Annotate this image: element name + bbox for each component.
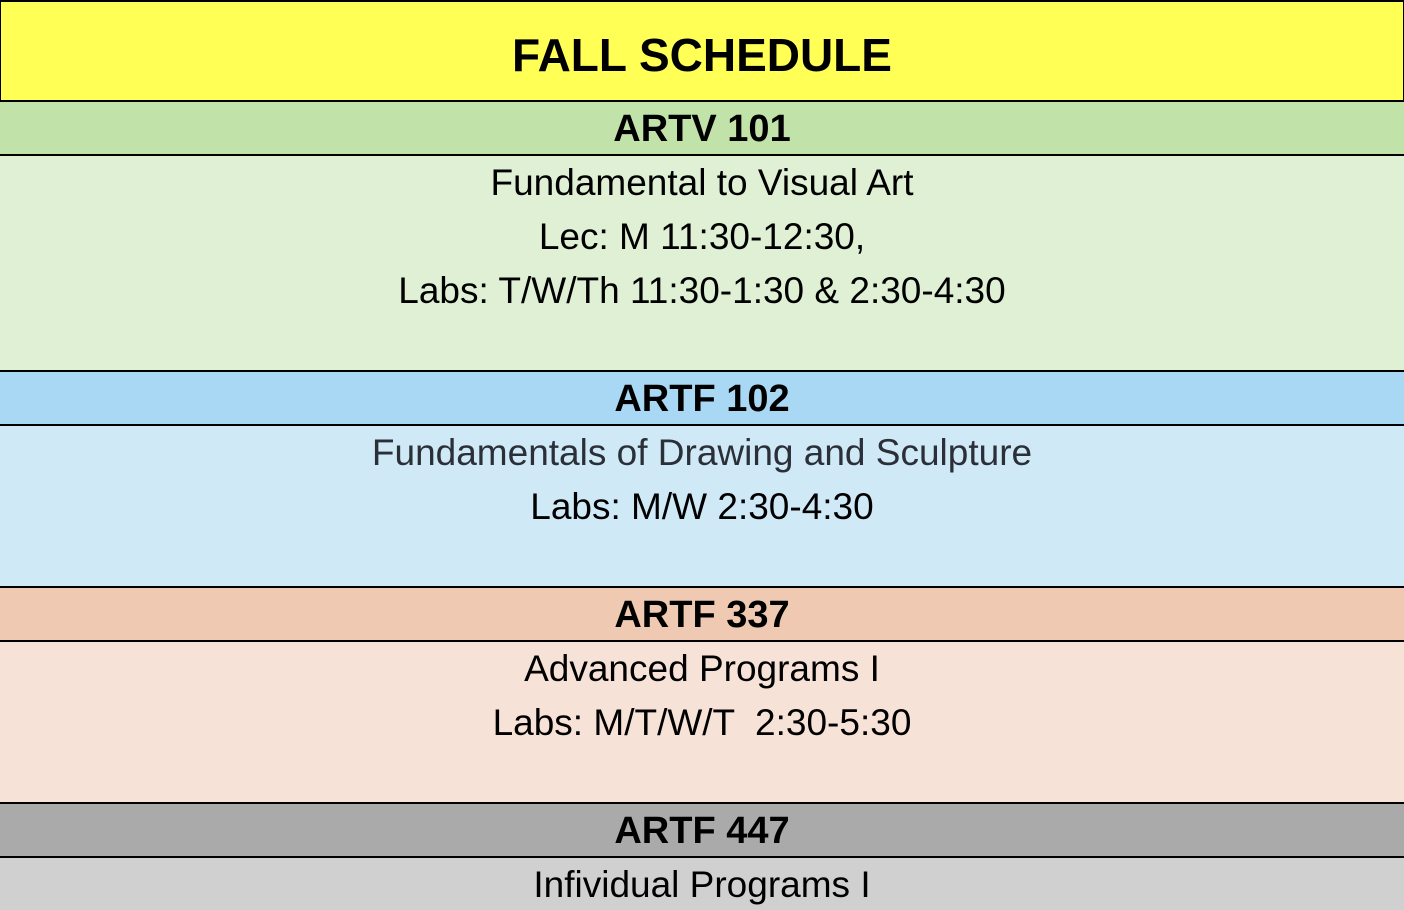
- course-name: Infividual Programs I: [533, 864, 871, 905]
- course-header-artf102: [0, 370, 1404, 425]
- course-header-artf447: [0, 802, 1404, 857]
- course-details-artv101: [0, 154, 1404, 372]
- course-name: Fundamentals of Drawing and Sculpture: [371, 432, 1033, 473]
- course-details-artf337: [0, 640, 1404, 804]
- course-code: ARTF 337: [614, 594, 790, 636]
- course-code: ARTF 102: [614, 378, 790, 420]
- course-name: Advanced Programs I: [524, 648, 880, 689]
- course-details-artf447: [0, 856, 1404, 910]
- lab-time: Labs: T/W/Th 11:30-1:30 & 2:30-4:30: [398, 270, 1006, 311]
- course-header-artv101: [0, 100, 1404, 155]
- course-code: ARTV 101: [613, 108, 791, 150]
- course-header-artf337: [0, 586, 1404, 641]
- schedule-title: FALL SCHEDULE: [512, 29, 892, 81]
- lecture-time: Lec: M 11:30-12:30,: [538, 216, 866, 257]
- course-details-artf102: [0, 424, 1404, 588]
- lab-time: Labs: M/T/W/T 2:30-5:30: [492, 702, 912, 743]
- title-row: [0, 0, 1404, 101]
- lab-time: Labs: M/W 2:30-4:30: [530, 486, 874, 527]
- course-name: Fundamental to Visual Art: [490, 162, 914, 203]
- course-code: ARTF 447: [614, 810, 790, 852]
